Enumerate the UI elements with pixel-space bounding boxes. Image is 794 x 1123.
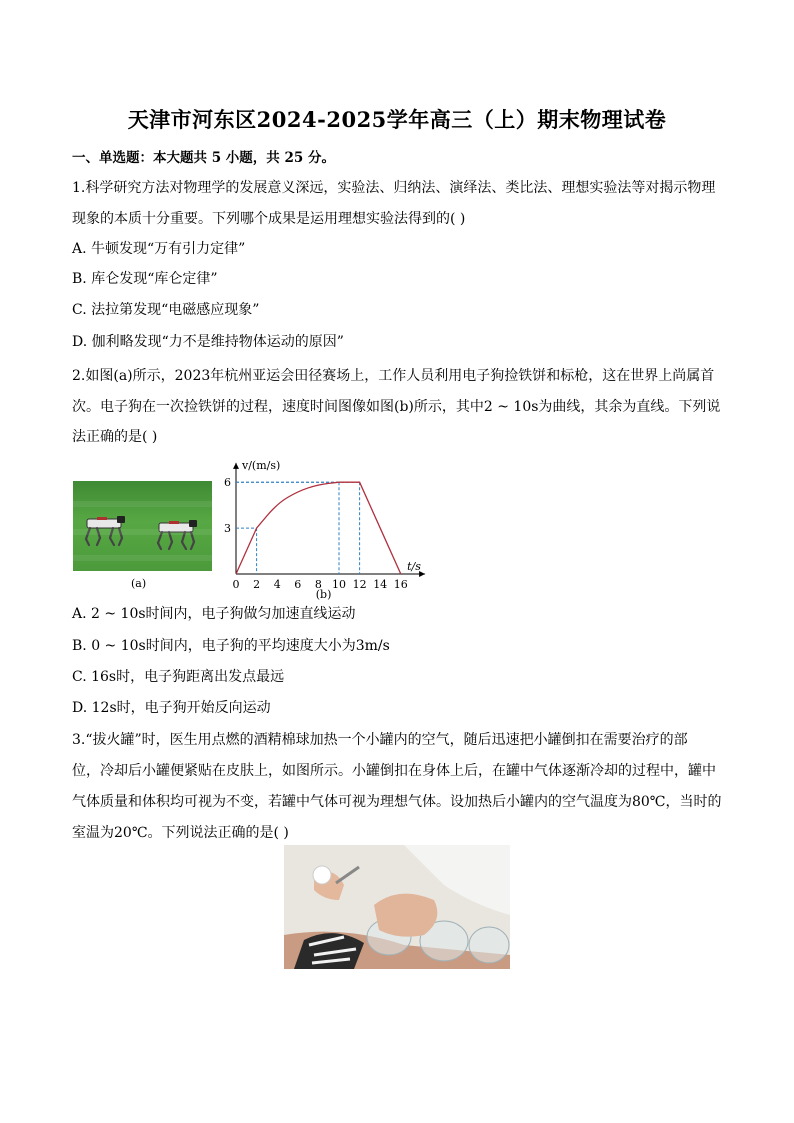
q1-option-a: A. 牛顿发现“万有引力定律” — [72, 241, 246, 257]
page-title: 天津市河东区2024-2025学年高三（上）期末物理试卷 — [127, 107, 667, 132]
q1-option-d: D. 伽利略发现“力不是维持物体运动的原因” — [72, 334, 344, 350]
x-tick-label: 16 — [393, 578, 408, 591]
q2-stem-line: 次。电子狗在一次捡铁饼的过程，速度时间图像如图(b)所示，其中2 ~ 10s为曲线，其余为直线。下列说 — [72, 399, 721, 415]
y-tick-label: 6 — [224, 476, 231, 490]
x-axis-label: t/s — [407, 560, 421, 573]
q2-stem-line: 法正确的是( ) — [72, 429, 158, 445]
q1-option-c: C. 法拉第发现“电磁感应现象” — [72, 302, 260, 318]
q3-stem-line: 室温为20℃。下列说法正确的是( ) — [72, 825, 289, 841]
velocity-curve — [236, 482, 401, 574]
q2-option-d: D. 12s时，电子狗开始反向运动 — [72, 700, 271, 716]
x-tick-label: 14 — [373, 578, 388, 591]
section-heading: 一、单选题：本大题共 5 小题，共 25 分。 — [72, 150, 335, 166]
robot-dog-photo — [73, 481, 212, 571]
y-axis-arrow — [233, 463, 239, 469]
x-tick-label: 12 — [352, 578, 367, 591]
x-tick-label: 2 — [253, 578, 261, 591]
velocity-time-chart — [220, 448, 450, 601]
y-axis-label: v/(m/s) — [242, 458, 281, 472]
q3-stem-line: 位，冷却后小罐便紧贴在皮肤上，如图所示。小罐倒扣在身体上后，在罐中气体逐渐冷却的过程中，罐中 — [72, 763, 716, 779]
x-tick-label: 8 — [314, 578, 322, 591]
x-tick-label: 4 — [273, 578, 281, 591]
cupping-photo — [284, 845, 510, 969]
figure-b-caption: (b) — [315, 588, 332, 601]
q1-option-b: B. 库仑发现“库仑定律” — [72, 271, 218, 287]
q2-option-a: A. 2 ~ 10s时间内，电子狗做匀加速直线运动 — [72, 606, 356, 622]
q3-stem-line: 气体质量和体积均可视为不变，若罐中气体可视为理想气体。设加热后小罐内的空气温度为80℃，当时的 — [72, 794, 722, 810]
x-tick-label: 0 — [232, 578, 240, 591]
q2-stem-line: 2.如图(a)所示，2023年杭州亚运会田径赛场上，工作人员利用电子狗捡铁饼和标枪，这在世界上尚属首 — [72, 368, 715, 384]
figure-a-caption: (a) — [131, 577, 147, 590]
q1-stem-line: 现象的本质十分重要。下列哪个成果是运用理想实验法得到的( ) — [72, 211, 466, 227]
q2-option-b: B. 0 ~ 10s时间内，电子狗的平均速度大小为3m/s — [72, 638, 390, 654]
y-tick-label: 3 — [224, 522, 231, 536]
q1-stem-line: 1.科学研究方法对物理学的发展意义深远，实验法、归纳法、演绎法、类比法、理想实验法等对揭示物理 — [72, 180, 716, 196]
x-tick-label: 6 — [294, 578, 302, 591]
cupping-illustration — [284, 845, 510, 969]
x-tick-label: 10 — [332, 578, 346, 591]
q3-stem-line: 3.“拔火罐”时，医生用点燃的酒精棉球加热一个小罐内的空气，随后迅速把小罐倒扣在需要治疗的部 — [72, 732, 688, 748]
q2-option-c: C. 16s时，电子狗距离出发点最远 — [72, 669, 285, 685]
